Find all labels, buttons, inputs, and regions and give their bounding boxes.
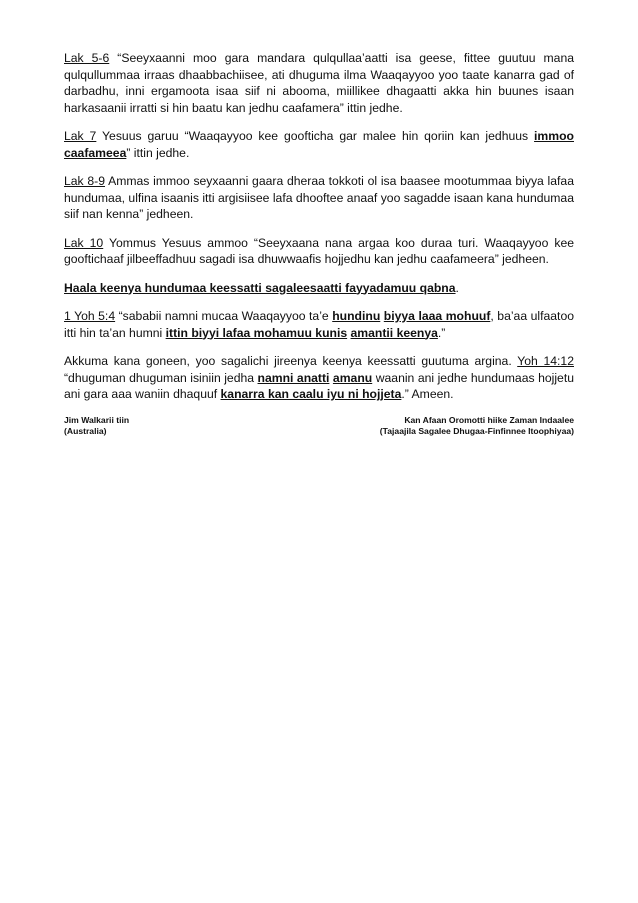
emphasis-text: amantii keenya xyxy=(350,325,438,340)
paragraph-text: , ba’aa ulfaatoo itti hin ta’an humni xyxy=(64,309,574,340)
paragraph-lak-8-9 xyxy=(64,173,574,223)
scripture-ref: Lak 10 xyxy=(64,235,104,250)
paragraph-text: Akkuma kana goneen, yoo sagalichi jireenya keenya keessatti guutuma argina. xyxy=(64,354,518,368)
author-name: Jim Walkarii tiin xyxy=(64,414,130,425)
emphasis-text: amanu xyxy=(332,370,373,385)
paragraph-1-yoh xyxy=(64,308,574,341)
paragraph-closing xyxy=(64,353,574,403)
author-country: (Australia) xyxy=(64,426,107,436)
paragraph-text: “sababii namni mucaa Waaqayyoo ta’e xyxy=(115,309,333,323)
document-footer xyxy=(64,415,574,438)
scripture-ref: Lak 5-6 xyxy=(64,51,110,65)
footer-author xyxy=(64,415,129,438)
paragraph-text: Yesuus garuu “Waaqayyoo kee goofticha gar malee hin qoriin kan jedhuus xyxy=(96,129,535,143)
paragraph-text: “dhuguman dhuguman isiniin jedha xyxy=(64,370,258,385)
paragraph-lak-7 xyxy=(64,128,574,161)
scripture-ref: Lak 7 xyxy=(64,129,97,143)
emphasis-text: kanarra kan caalu iyu ni hojjeta xyxy=(220,387,402,401)
paragraph-text: Yommus Yesuus ammoo “Seeyxaana nana argaa koo duraa turi. Waaqayyoo kee gooftichaaf jilbeeffadhuu sagadi isa dhuwwaafis hojjedhu kan jedhu caafameera” jedheen. xyxy=(64,235,574,266)
emphasis-text: hundinu xyxy=(332,309,381,323)
paragraph-text: .” Ameen. xyxy=(401,387,454,401)
scripture-ref: 1 Yoh 5:4 xyxy=(64,309,116,323)
footer-translator xyxy=(380,415,574,438)
paragraph-text: ” ittin jedhe. xyxy=(126,145,190,160)
paragraph-text: waanin ani jedhe hundumaas hojjetu ani gara aaa waniin dhaquuf xyxy=(64,370,574,401)
scripture-ref: Lak 8-9 xyxy=(64,174,106,188)
scripture-ref: Yoh 14:12 xyxy=(517,354,574,368)
paragraph-lak-10 xyxy=(64,235,574,268)
paragraph-lak-5-6 xyxy=(64,50,574,116)
paragraph-text: Ammas immoo seyxaanni gaara dheraa tokkoti ol isa baasee mootummaa biyya lafaa hundumaa, ulfina isaanis itti argisiisee lafa dhooftee anaaf yoo sagadde isaan kana hundumaa siif nan kenna” jedheen. xyxy=(64,174,574,221)
paragraph-text: “Seeyxaanni moo gara mandara qulqullaa’aatti isa geese, fittee guutuu mana qulqullummaa irraas dhaabbachiisee, ati dhuguma ilma Waaqayyoo yoo taate kanarra gad of darbadhu, inni ergamoota isaa siif ni abooma, miillikee dhagaatti akka hin buunes isaan harkasaanii irratti si hin baatu kan jedhu caafamera” ittin jedhe. xyxy=(64,51,574,115)
emphasis-text: namni anatti xyxy=(257,370,330,385)
translator-credit: Kan Afaan Oromotti hiike Zaman Indaalee xyxy=(404,414,574,425)
translator-org: (Tajaajila Sagalee Dhugaa-Finfinnee Itoophiyaa) xyxy=(379,426,574,436)
emphasis-text: ittin biyyi lafaa mohamuu kunis xyxy=(165,325,348,340)
heading-text: Haala keenya hundumaa keessatti sagaleesaatti fayyadamuu qabna xyxy=(64,280,456,295)
heading-period: . xyxy=(455,280,459,295)
document-body xyxy=(64,50,574,438)
paragraph-text: .” xyxy=(437,325,446,340)
emphasis-text: immoo caafameea xyxy=(64,129,574,160)
emphasis-text: biyya laaa mohuuf xyxy=(383,309,491,323)
section-heading xyxy=(64,280,574,297)
